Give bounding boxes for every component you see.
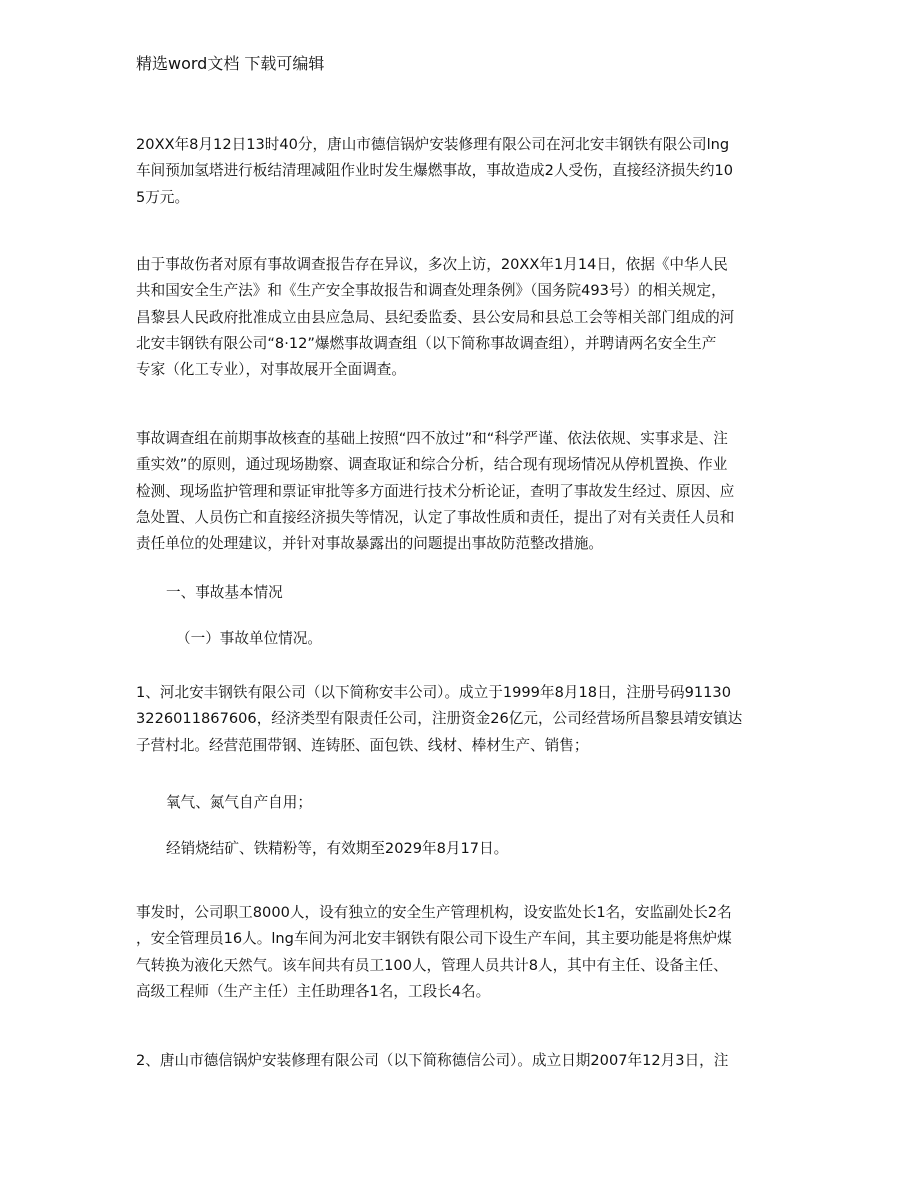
text-line: 氧气、氮气自产自用； bbox=[166, 794, 312, 811]
text-line: 由于事故伤者对原有事故调查报告存在异议，多次上访，20XX年1月14日，依据《中华人民 bbox=[136, 256, 728, 273]
text-line: 北安丰钢铁有限公司“8·12”爆燃事故调查组（以下简称事故调查组），并聘请两名安全生产 bbox=[136, 334, 717, 352]
text-line: 高级工程师（生产主任）主任助理各1名，工段长4名。 bbox=[136, 982, 491, 1000]
text-line: 3226011867606，经济类型有限责任公司，注册资金26亿元，公司经营场所昌黎县靖安镇达 bbox=[136, 710, 743, 728]
paragraph-investigation-method bbox=[136, 426, 784, 557]
text-line: 责任单位的处理建议，并针对事故暴露出的问题提出事故防范整改措施。 bbox=[136, 535, 604, 553]
text-line: 2、唐山市德信锅炉安装修理有限公司（以下简称德信公司）。成立日期2007年12月3日，注 bbox=[136, 1052, 729, 1069]
text-line: 检测、现场监护管理和票证审批等多方面进行技术分析论证，查明了事故发生经过、原因、应 bbox=[136, 482, 735, 500]
text-line: 重实效”的原则，通过现场勘察、调查取证和综合分析，结合现有现场情况从停机置换、作业 bbox=[136, 456, 728, 474]
text-line: 1、河北安丰钢铁有限公司（以下简称安丰公司）。成立于1999年8月18日，注册号码91130 bbox=[136, 684, 732, 701]
text-line: 事发时，公司职工8000人，设有独立的安全生产管理机构，设安监处长1名，安监副处长2名 bbox=[136, 904, 732, 921]
text-line: 气转换为液化天然气。该车间共有员工100人，管理人员共计8人，其中有主任、设备主任、 bbox=[136, 956, 728, 974]
text-line: 20XX年8月12日13时40分，唐山市德信锅炉安装修理有限公司在河北安丰钢铁有限公司lng bbox=[136, 136, 730, 153]
subsection-heading bbox=[176, 626, 786, 652]
text-line: 急处置、人员伤亡和直接经济损失等情况，认定了事故性质和责任，提出了对有关责任人员和 bbox=[136, 508, 735, 526]
heading-text: （一）事故单位情况。 bbox=[176, 630, 322, 647]
paragraph-business-scope-2 bbox=[166, 836, 786, 862]
text-line: 子营村北。经营范围带钢、连铸胚、面包铁、线材、棒材生产、销售； bbox=[136, 736, 589, 754]
paragraph-company-dexin bbox=[136, 1048, 784, 1074]
text-line: 昌黎县人民政府批准成立由县应急局、县纪委监委、县公安局和县总工会等相关部门组成的河 bbox=[136, 308, 735, 326]
paragraph-investigation-team bbox=[136, 252, 784, 383]
text-line: ，安全管理员16人。lng车间为河北安丰钢铁有限公司下设生产车间，其主要功能是将焦炉煤 bbox=[136, 930, 732, 948]
paragraph-company-anfeng bbox=[136, 680, 784, 759]
paragraph-accident-summary bbox=[136, 132, 784, 211]
text-line: 车间预加氢塔进行板结清理减阻作业时发生爆燃事故，事故造成2人受伤，直接经济损失约10 bbox=[136, 162, 734, 180]
section-heading bbox=[166, 580, 786, 606]
text-line: 专家（化工专业），对事故展开全面调查。 bbox=[136, 361, 406, 379]
heading-text: 一、事故基本情况 bbox=[166, 584, 283, 601]
page-header: 精选word文档 下载可编辑 bbox=[136, 54, 325, 73]
paragraph-staff-info bbox=[136, 900, 784, 1005]
text-line: 经销烧结矿、铁精粉等，有效期至2029年8月17日。 bbox=[166, 840, 509, 857]
text-line: 事故调查组在前期事故核查的基础上按照“四不放过”和“科学严谨、依法依规、实事求是、注 bbox=[136, 430, 728, 447]
text-line: 5万元。 bbox=[136, 188, 190, 206]
paragraph-business-scope-1 bbox=[166, 790, 786, 816]
text-line: 共和国安全生产法》和《生产安全事故报告和调查处理条例》（国务院493号）的相关规定， bbox=[136, 282, 726, 300]
